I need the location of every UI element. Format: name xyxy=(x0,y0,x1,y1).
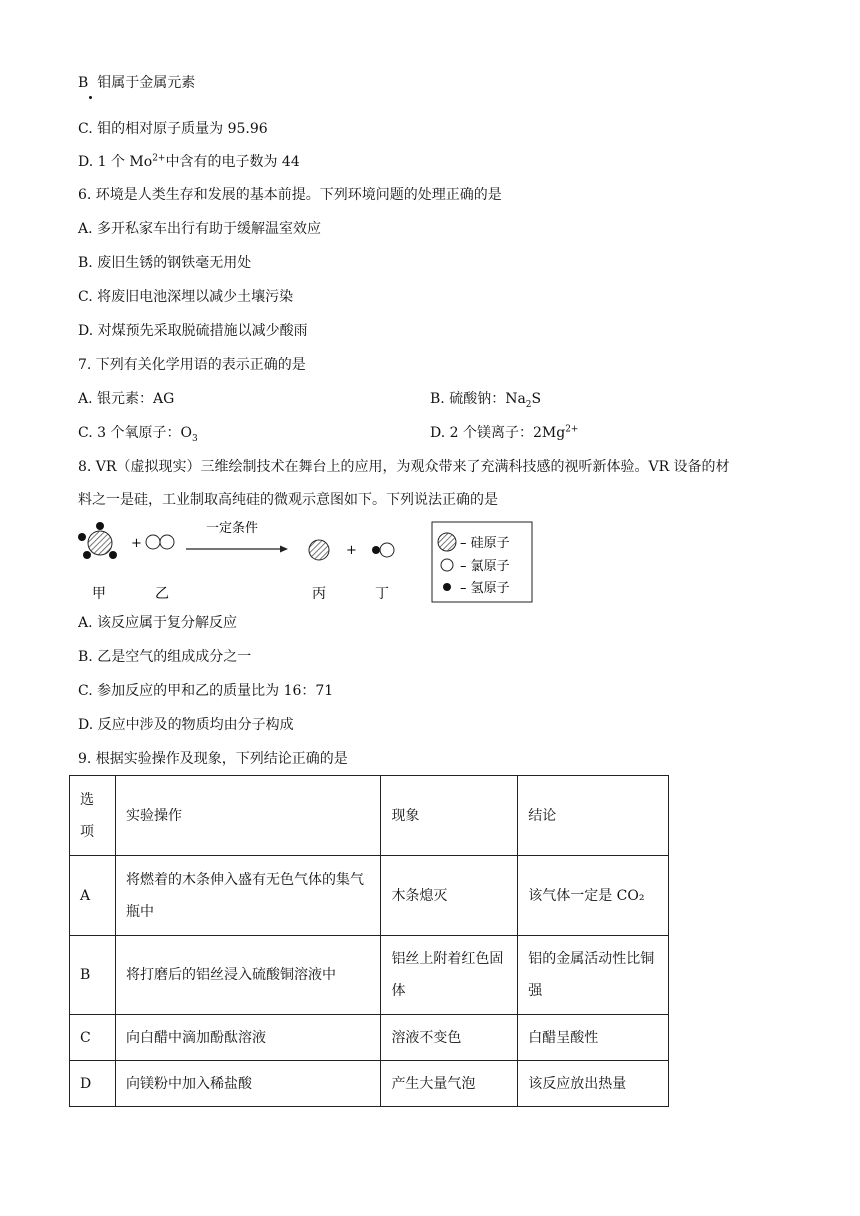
header-option: 选项 xyxy=(70,776,116,856)
molecule-bing xyxy=(309,540,329,560)
q7-option-b-pre: B. 硫酸钠：Na xyxy=(430,391,526,407)
plus-sign-2: + xyxy=(346,543,357,558)
q6-option-d: D. 对煤预先采取脱硫措施以减少酸雨 xyxy=(78,323,308,339)
q7-option-d-pre: D. 2 个镁离子：2Mg xyxy=(430,425,566,441)
cell-phenomenon: 木条熄灭 xyxy=(381,856,518,936)
q8-option-b: B. 乙是空气的组成成分之一 xyxy=(78,649,252,665)
label-bing: 丙 xyxy=(312,586,326,602)
q8-option-c: C. 参加反应的甲和乙的质量比为 16：71 xyxy=(78,683,334,699)
cell-operation: 将打磨后的铝丝浸入硫酸铜溶液中 xyxy=(115,936,380,1015)
q7-option-a: A. 银元素：AG xyxy=(78,391,175,407)
cell-option: A xyxy=(70,856,116,936)
q5-option-d-sup: 2+ xyxy=(152,153,166,164)
label-jia: 甲 xyxy=(92,586,106,602)
q7-option-d-sup: 2+ xyxy=(565,424,579,435)
cell-conclusion: 铝的金属活动性比铜强 xyxy=(518,936,669,1015)
cell-option: C xyxy=(70,1015,116,1061)
header-phenomenon: 现象 xyxy=(381,776,518,856)
q6-stem: 6. 环境是人类生存和发展的基本前提。下列环境问题的处理正确的是 xyxy=(78,187,502,203)
q7-option-b xyxy=(430,389,541,409)
molecule-yi xyxy=(146,535,174,549)
experiment-table xyxy=(69,775,669,1107)
q8-stem-line1: 8. VR（虚拟现实）三维绘制技术在舞台上的应用，为观众带来了充满科技感的视听新体验。VR 设备的材 xyxy=(78,459,730,475)
molecule-jia xyxy=(78,522,117,559)
cell-conclusion: 白醋呈酸性 xyxy=(518,1015,669,1061)
cell-operation: 向镁粉中加入稀盐酸 xyxy=(115,1061,380,1107)
cell-phenomenon: 铝丝上附着红色固体 xyxy=(381,936,518,1015)
q8-option-a: A. 该反应属于复分解反应 xyxy=(78,615,238,631)
q8-option-d: D. 反应中涉及的物质均由分子构成 xyxy=(78,717,294,733)
q9-stem: 9. 根据实验操作及现象，下列结论正确的是 xyxy=(78,751,348,767)
q5-option-b-letter: B xyxy=(78,75,89,91)
q6-option-c: C. 将废旧电池深埋以减少土壤污染 xyxy=(78,289,294,305)
q8-stem-line2: 料之一是硅，工业制取高纯硅的微观示意图如下。下列说法正确的是 xyxy=(78,492,498,508)
table-row xyxy=(70,1061,669,1107)
molecule-ding xyxy=(372,543,394,557)
legend-si: – 硅原子 xyxy=(460,536,510,551)
label-ding: 丁 xyxy=(375,586,389,602)
q5-option-c: C. 钼的相对原子质量为 95.96 xyxy=(78,121,268,137)
legend-cl: – 氯原子 xyxy=(460,559,510,574)
cell-conclusion: 该反应放出热量 xyxy=(518,1061,669,1107)
legend-si-swatch xyxy=(438,533,456,551)
label-yi: 乙 xyxy=(155,586,169,602)
q7-option-c-pre: C. 3 个氧原子：O xyxy=(78,425,192,441)
cell-phenomenon: 溶液不变色 xyxy=(381,1015,518,1061)
cell-option: B xyxy=(70,936,116,1015)
diagram-legend xyxy=(432,522,532,602)
plus-sign-1: + xyxy=(131,536,142,551)
q6-option-a: A. 多开私家车出行有助于缓解温室效应 xyxy=(78,221,322,237)
q5-option-b xyxy=(78,73,195,93)
q5-option-b-text: 钼属于金属元素 xyxy=(97,75,196,91)
q7-option-c-sub: 3 xyxy=(191,433,198,444)
legend-h: – 氢原子 xyxy=(460,581,510,596)
q5-option-d xyxy=(78,152,300,172)
header-conclusion: 结论 xyxy=(518,776,669,856)
cell-conclusion: 该气体一定是 CO₂ xyxy=(518,856,669,936)
q7-stem: 7. 下列有关化学用语的表示正确的是 xyxy=(78,357,306,373)
q7-option-b-post: S xyxy=(531,391,542,407)
reaction-diagram xyxy=(76,520,536,606)
cell-option: D xyxy=(70,1061,116,1107)
option-dot xyxy=(89,96,92,99)
table-row xyxy=(70,856,669,936)
reaction-condition: 一定条件 xyxy=(206,521,259,536)
q6-option-b: B. 废旧生锈的钢铁毫无用处 xyxy=(78,255,252,271)
q7-option-d xyxy=(430,423,578,443)
legend-cl-swatch xyxy=(441,559,453,571)
cell-phenomenon: 产生大量气泡 xyxy=(381,1061,518,1107)
q5-option-d-post: 中含有的电子数为 44 xyxy=(165,154,300,170)
table-row xyxy=(70,936,669,1015)
q7-option-c xyxy=(78,423,198,443)
table-header-row xyxy=(70,776,669,856)
reaction-arrow-head xyxy=(280,546,288,553)
legend-h-swatch xyxy=(443,583,451,591)
q5-option-d-pre: D. 1 个 Mo xyxy=(78,154,153,170)
table-row xyxy=(70,1015,669,1061)
header-operation: 实验操作 xyxy=(115,776,380,856)
cell-operation: 向白醋中滴加酚酞溶液 xyxy=(115,1015,380,1061)
cell-operation: 将燃着的木条伸入盛有无色气体的集气瓶中 xyxy=(115,856,380,936)
q7-option-b-sub: 2 xyxy=(525,399,532,410)
